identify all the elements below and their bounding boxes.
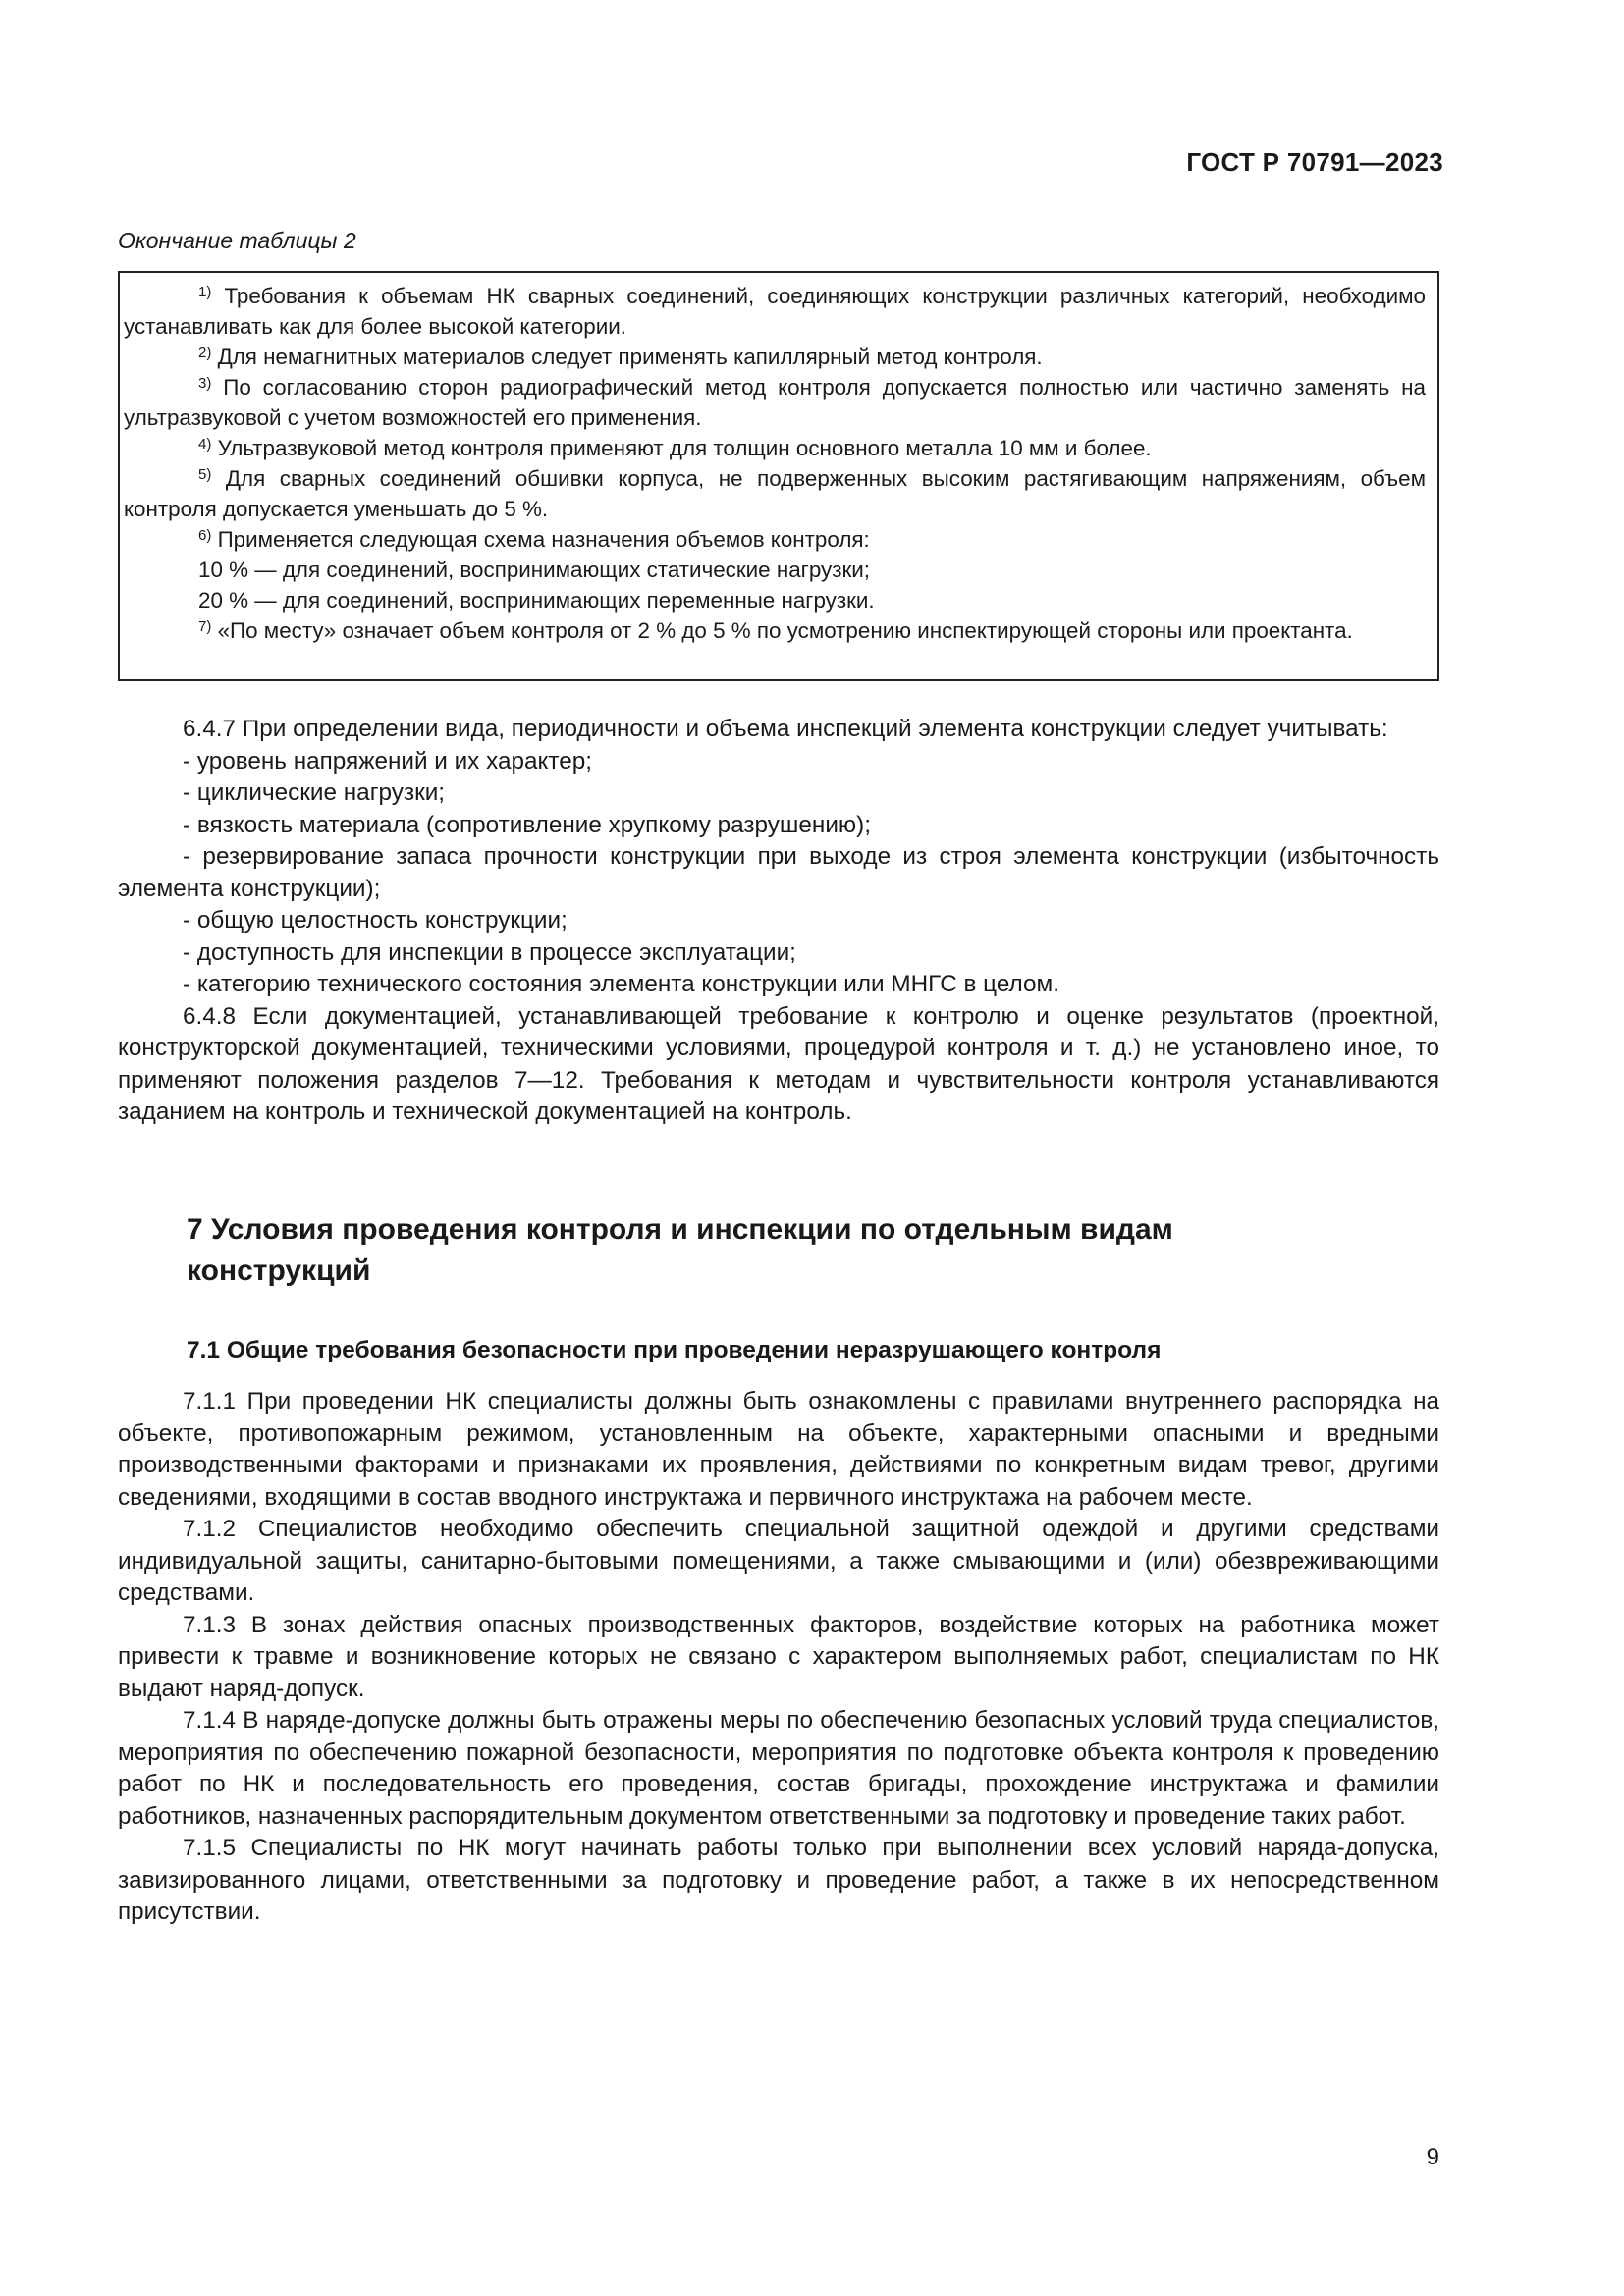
paragraph-7-1-5: 7.1.5 Специалисты по НК могут начинать работы только при выполнении всех условий наряда-допуска, завизированного лицами, ответственными за подготовку и проведение работ, а также в их непосредственном присутствии.	[118, 1835, 1439, 1925]
paragraph-7-1-2: 7.1.2 Специалистов необходимо обеспечить специальной защитной одеждой и другими средствами индивидуальной защиты, санитарно-бытовыми помещениями, а также смывающими и (или) обезвреживающими средствами.	[118, 1516, 1439, 1606]
list-item: - доступность для инспекции в процессе эксплуатации;	[183, 938, 796, 966]
footnote-6: $^{6)}$ Применяется следующая схема назначения объемов контроля:	[198, 527, 870, 552]
section-7-heading: 7 Условия проведения контроля и инспекции по отдельным видам конструкций	[187, 1213, 1173, 1287]
paragraph-6-4-8: 6.4.8 Если документацией, устанавливающей требование к контролю и оценке результатов (проектной, конструкторской документацией, техническими условиями, процедурой контроля и т. д.) не установлено иное, то применяют положения разделов 7—12. Требования к методам и чувствительности контроля устанавливаются заданием на контроль и технической документацией на контроль.	[118, 1002, 1439, 1125]
footnote-5: $^{5)}$ Для сварных соединений обшивки корпуса, не подверженных высоким растягивающим напряжениям, объем контроля допускается уменьшать до 5 %.	[124, 466, 1426, 521]
paragraph-7-1-1: 7.1.1 При проведении НК специалисты должны быть ознакомлены с правилами внутреннего распорядка на объекте, противопожарным режимом, установленным на объекте, характерными опасными и вредными производственными факторами и признаками их проявления, действиями по конкретным видам тревог, другими сведениями, входящими в состав вводного инструктажа и первичного инструктажа на рабочем месте.	[118, 1388, 1439, 1511]
page-number: 9	[1426, 2144, 1439, 2170]
subsection-7-1-heading: 7.1 Общие требования безопасности при проведении неразрушающего контроля	[187, 1337, 1162, 1363]
footnote-7: $^{7)}$ «По месту» означает объем контроля от 2 % до 5 % по усмотрению инспектирующей стороны или проектанта.	[198, 618, 1353, 643]
footnote-1: $^{1)}$ Требования к объемам НК сварных соединений, соединяющих конструкции различных категорий, необходимо устанавливать как для более высокой категории.	[124, 284, 1426, 339]
document-code-header: ГОСТ Р 70791—2023	[1186, 147, 1443, 177]
section-7-1-body	[118, 1386, 1439, 1929]
table-continuation-caption: Окончание таблицы 2	[118, 228, 356, 253]
list-item: - вязкость материала (сопротивление хрупкому разрушению);	[183, 811, 871, 838]
list-item: - уровень напряжений и их характер;	[183, 747, 593, 774]
footnote-4: $^{4)}$ Ультразвуковой метод контроля применяют для толщин основного металла 10 мм и более.	[198, 436, 1152, 460]
footnote-6-item-2: 20 % — для соединений, воспринимающих переменные нагрузки.	[198, 588, 875, 613]
paragraph-6-4-7: 6.4.7 При определении вида, периодичности и объема инспекций элемента конструкции следует учитывать:	[183, 716, 1388, 742]
table-footnotes-box	[118, 271, 1439, 681]
list-item: - общую целостность конструкции;	[183, 907, 568, 934]
footnote-6-item-1: 10 % — для соединений, воспринимающих статические нагрузки;	[198, 558, 871, 582]
paragraph-7-1-3: 7.1.3 В зонах действия опасных производственных факторов, воздействие которых на работника может привести к травме и возникновение которых не связано с характером выполняемых работ, специалистам по НК выдают наряд-допуск.	[118, 1611, 1439, 1702]
list-item: - категорию технического состояния элемента конструкции или МНГС в целом.	[183, 971, 1059, 997]
footnote-2: $^{2)}$ Для немагнитных материалов следует применять капиллярный метод контроля.	[198, 345, 1043, 369]
list-item: - резервирование запаса прочности конструкции при выходе из строя элемента конструкции (избыточность элемента конструкции);	[118, 843, 1439, 902]
footnote-3: $^{3)}$ По согласованию сторон радиографический метод контроля допускается полностью или частично заменять на ультразвуковой с учетом возможностей его применения.	[124, 375, 1426, 430]
paragraph-7-1-4: 7.1.4 В наряде-допуске должны быть отражены меры по обеспечению безопасных условий труда специалистов, мероприятия по обеспечению пожарной безопасности, мероприятия по подготовке объекта контроля к проведению работ по НК и последовательность его проведения, состав бригады, прохождение инструктажа и фамилии работников, назначенных распорядительным документом ответственными за подготовку и проведение таких работ.	[118, 1707, 1439, 1830]
list-item: - циклические нагрузки;	[183, 779, 446, 806]
section-6-4-7	[118, 714, 1439, 1129]
